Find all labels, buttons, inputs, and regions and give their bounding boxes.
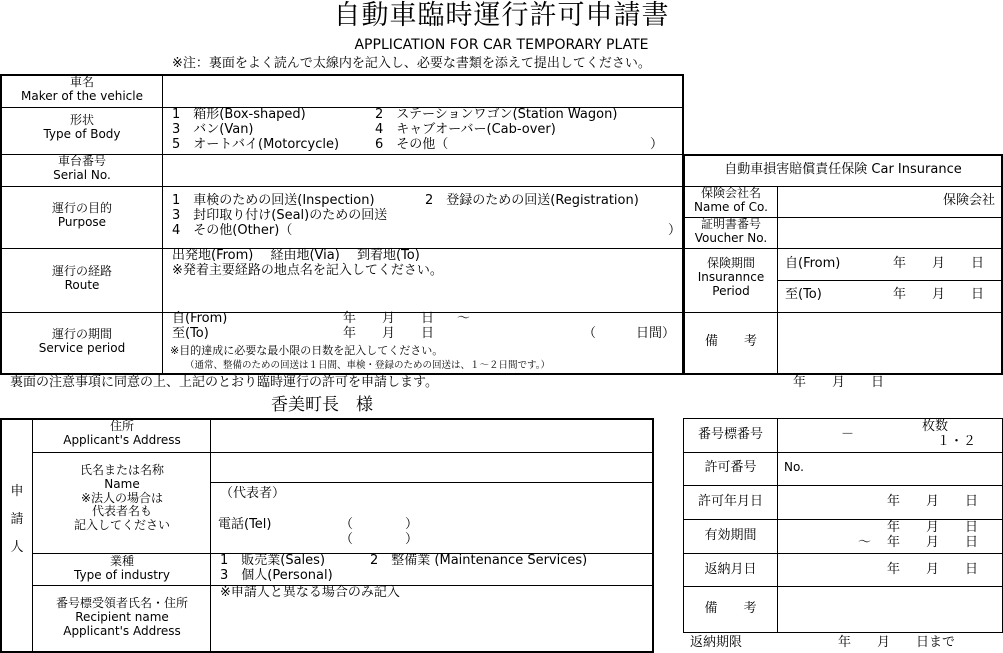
insurance-to-date[interactable]: 年 月 日: [893, 287, 985, 302]
body-option[interactable]: 6 その他（: [375, 137, 449, 152]
permit-date-label: 許可年月日: [697, 494, 763, 509]
insurance-period-label-en2: Period: [712, 283, 750, 298]
purpose-option[interactable]: 4 その他(Other)（: [172, 223, 293, 238]
permit-number-label: 許可番号: [704, 460, 757, 475]
name-note: 代表者名も: [91, 504, 152, 519]
valid-tilde: ～: [858, 535, 872, 550]
recipient-label-en: Recipient name: [75, 609, 169, 624]
name-note: ※法人の場合は: [80, 490, 164, 505]
period-label: 運行の期間: [51, 327, 112, 341]
tel-field[interactable]: （ ）: [340, 517, 419, 532]
route-label: 運行の経路: [51, 264, 112, 278]
serial-label: 車台番号: [57, 154, 106, 168]
permit-date-field[interactable]: 年 月 日: [887, 494, 979, 509]
return-date-label: 返納月日: [704, 562, 757, 577]
route-label-en: Route: [64, 277, 100, 292]
address-label-en: Applicant's Address: [63, 432, 181, 447]
insurance-from-date[interactable]: 年 月 日: [893, 256, 985, 271]
period-from-date[interactable]: 年 月 日: [343, 311, 435, 326]
tel-field-2[interactable]: （ ）: [340, 532, 419, 547]
plate-count-label: 枚数: [922, 419, 949, 434]
maker-label: 車名: [69, 75, 94, 89]
return-deadline-label: 返納期限: [690, 635, 743, 650]
period-days-open: （: [583, 326, 597, 341]
address-field[interactable]: [212, 420, 652, 451]
body-option[interactable]: 1 箱形(Box-shaped): [172, 107, 306, 122]
period-label-en: Service period: [38, 340, 126, 355]
purpose-option[interactable]: 1 車検のための回送(Inspection): [172, 193, 375, 208]
route-note: ※発着主要経路の地点名を記入してください。: [172, 263, 443, 278]
serial-label-en: Serial No.: [53, 167, 111, 182]
representative-label: （代表者）: [220, 486, 286, 501]
form-note: ※注：裏面をよく読んで太線内を記入し、必要な書類を添えて提出してください。: [172, 56, 651, 71]
industry-option[interactable]: 3 個人(Personal): [220, 568, 333, 583]
period-note: ※目的達成に必要な最小限の日数を記入してください。: [170, 344, 444, 357]
name-label-en: Name: [104, 476, 140, 491]
insurance-remarks-field[interactable]: [779, 314, 1001, 373]
insurance-title: 自動車損害賠償責任保険 Car Insurance: [724, 162, 962, 177]
return-date-field[interactable]: 年 月 日: [887, 562, 979, 577]
declaration-text: 裏面の注意事項に同意の上、上記のとおり臨時運行の許可を申請します。: [10, 375, 438, 390]
period-to-label: 至(To): [172, 326, 209, 341]
voucher-label: 証明書番号: [700, 217, 761, 231]
purpose-option[interactable]: 3 封印取り付け(Seal)のための回送: [172, 208, 388, 223]
serial-field[interactable]: [164, 156, 682, 185]
insurance-company-label: 保険会社名: [700, 186, 761, 200]
insurance-from-label: 自(From): [785, 256, 841, 271]
body-option[interactable]: 4 キャブオーバー(Cab-over): [375, 122, 556, 137]
period-from-label: 自(From): [172, 311, 228, 326]
insurance-remarks-label: 備 考: [704, 334, 757, 349]
valid-from-date[interactable]: 年 月 日: [887, 520, 979, 535]
return-deadline-value[interactable]: 年 月 日まで: [838, 635, 956, 650]
declaration-date[interactable]: 年 月 日: [793, 375, 885, 390]
period-to-date[interactable]: 年 月 日: [343, 326, 435, 341]
addressee: 香美町長 様: [271, 395, 373, 415]
insurance-period-label: 保険期間: [706, 256, 755, 270]
plate-number-label: 番号標番号: [697, 427, 763, 442]
plate-count-value[interactable]: １・２: [937, 434, 977, 449]
body-option[interactable]: 5 オートバイ(Motorcycle): [172, 137, 340, 152]
voucher-label-en: Voucher No.: [694, 230, 768, 245]
maker-field[interactable]: [164, 77, 682, 106]
purpose-label: 運行の目的: [51, 201, 112, 215]
address-label: 住所: [109, 419, 134, 433]
body-type-label-en: Type of Body: [43, 126, 121, 141]
purpose-option[interactable]: 2 登録のための回送(Registration): [425, 193, 639, 208]
applicant-side-label: 申 請 人: [10, 484, 24, 555]
name-note: 記入してください: [73, 518, 170, 533]
industry-label-en: Type of industry: [74, 567, 170, 582]
industry-option[interactable]: 2 整備業 (Maintenance Services): [370, 553, 588, 568]
purpose-label-en: Purpose: [57, 214, 107, 229]
route-line[interactable]: 出発地(From) 経由地(Via) 到着地(To): [172, 248, 420, 263]
voucher-field[interactable]: [779, 219, 1001, 247]
office-remarks-field[interactable]: [779, 588, 1001, 631]
plate-number-dash[interactable]: －: [841, 427, 855, 442]
recipient-label-en2: Applicant's Address: [63, 623, 181, 638]
name-label: 氏名または名称: [79, 463, 164, 477]
form-subtitle: APPLICATION FOR CAR TEMPORARY PLATE: [354, 37, 649, 53]
purpose-option-close: ）: [668, 223, 682, 238]
maker-label-en: Maker of the vehicle: [21, 88, 143, 103]
insurance-company-label-en: Name of Co.: [694, 199, 768, 214]
recipient-note: ※申請人と異なる場合のみ記入: [220, 585, 400, 600]
tel-label: 電話(Tel): [218, 517, 272, 532]
name-field[interactable]: [212, 454, 652, 481]
body-type-label: 形状: [69, 113, 94, 127]
permit-number-field[interactable]: No.: [784, 460, 804, 474]
body-option[interactable]: 2 ステーションワゴン(Station Wagon): [375, 107, 618, 122]
industry-label: 業種: [109, 554, 134, 568]
industry-option[interactable]: 1 販売業(Sales): [220, 553, 326, 568]
insurance-company-field[interactable]: 保険会社: [942, 193, 995, 208]
insurance-period-label-en: Insurannce: [697, 269, 765, 284]
body-option[interactable]: 3 バン(Van): [172, 122, 254, 137]
form-title: 自動車臨時運行許可申請書: [333, 0, 670, 31]
recipient-label: 番号標受領者氏名・住所: [55, 596, 188, 610]
body-option-close: ）: [650, 137, 664, 152]
valid-to-date[interactable]: 年 月 日: [887, 535, 979, 550]
period-days[interactable]: 日間）: [636, 326, 676, 341]
period-tilde: ～: [457, 311, 471, 326]
period-note-detail: （通常、整備のための回送は１日間、車検・登録のための回送は、１～２日間です。）: [185, 360, 550, 371]
valid-period-label: 有効期間: [704, 528, 757, 543]
office-remarks-label: 備 考: [704, 601, 757, 616]
insurance-to-label: 至(To): [785, 287, 822, 302]
